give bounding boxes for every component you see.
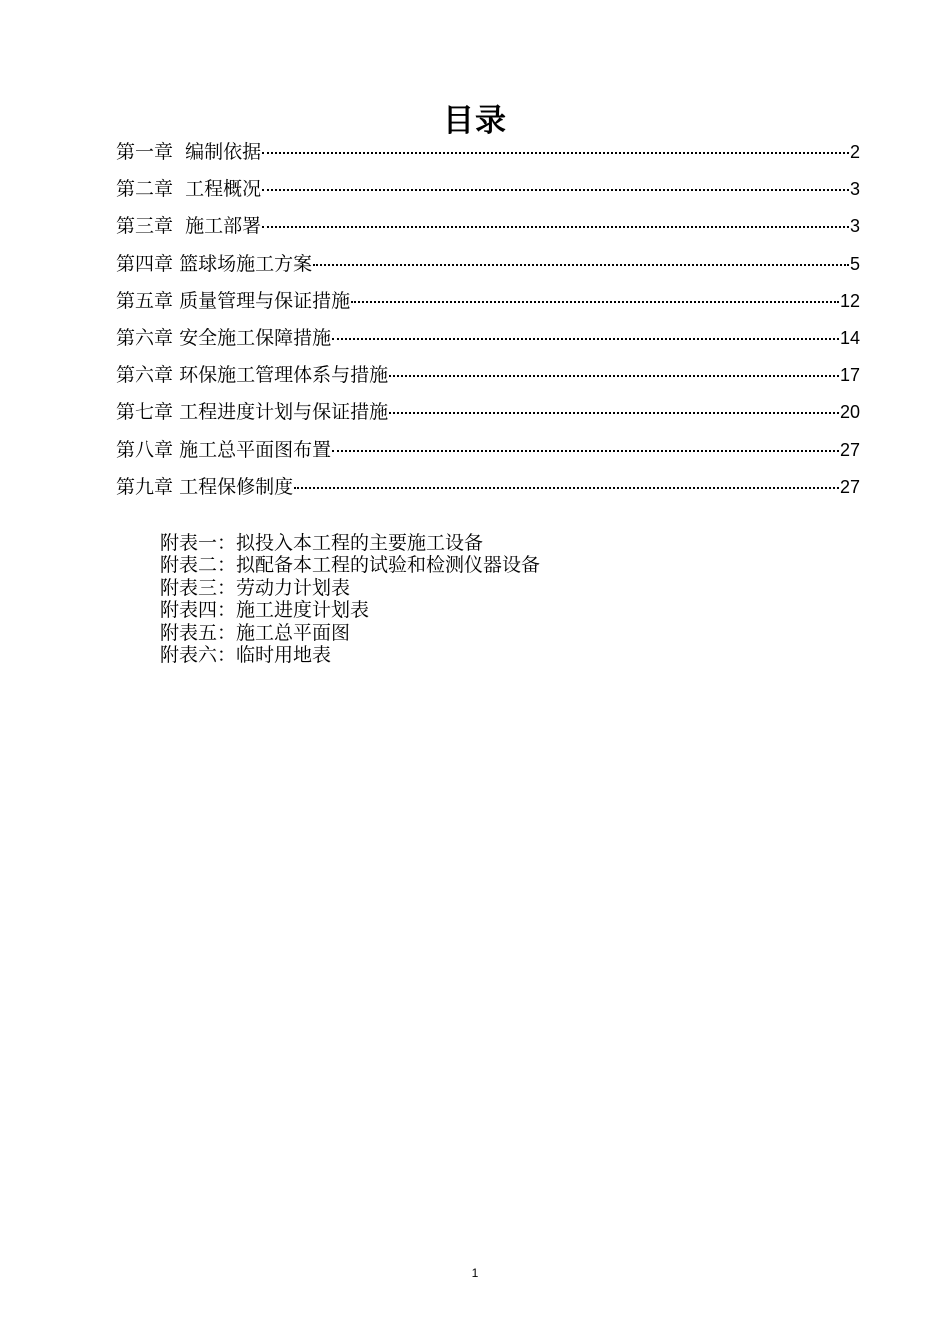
toc-chapter-number: 第五章 <box>116 289 174 312</box>
appendix-item: 附表二：拟配备本工程的试验和检测仪器设备 <box>160 554 541 577</box>
toc-entry[interactable] <box>116 320 860 357</box>
appendix-list <box>160 532 540 666</box>
toc-heading: 编制依据 <box>185 141 262 163</box>
toc-dot-leader <box>262 226 849 228</box>
toc-heading: 质量管理与保证措施 <box>179 289 351 312</box>
appendix-item: 附表五：施工总平面图 <box>160 621 351 644</box>
toc-entry[interactable] <box>116 394 860 431</box>
toc-entry[interactable] <box>116 171 860 208</box>
toc-heading: 施工部署 <box>185 215 262 238</box>
toc-dot-leader <box>262 152 849 154</box>
toc-dot-leader <box>313 264 849 266</box>
toc-dot-leader <box>332 338 839 340</box>
toc-entry[interactable] <box>116 469 860 506</box>
toc-heading: 环保施工管理体系与措施 <box>179 364 389 387</box>
toc-entry[interactable] <box>116 432 860 469</box>
toc-heading: 工程概况 <box>185 178 262 201</box>
toc-chapter-number: 第二章 <box>116 178 174 201</box>
toc-page-number: 20 <box>839 402 860 423</box>
toc-heading: 安全施工保障措施 <box>179 326 332 349</box>
toc-dot-leader <box>262 189 849 191</box>
toc-chapter-number: 第七章 <box>116 401 174 424</box>
toc-page-number: 27 <box>839 439 860 460</box>
toc-page-number: 5 <box>849 253 860 274</box>
toc-chapter-number: 第六章 <box>116 326 174 349</box>
appendix-item: 附表三：劳动力计划表 <box>160 576 351 599</box>
toc-chapter-number: 第九章 <box>116 475 174 498</box>
toc-entry[interactable] <box>116 357 860 394</box>
toc-chapter-number: 第八章 <box>116 438 174 461</box>
toc-dot-leader <box>332 450 839 452</box>
appendix-item: 附表六：临时用地表 <box>160 643 332 666</box>
toc-heading: 篮球场施工方案 <box>179 252 313 275</box>
toc-page-number: 12 <box>839 290 860 311</box>
toc-dot-leader <box>351 301 839 303</box>
page-number: 1 <box>471 1266 479 1280</box>
toc-dot-leader <box>389 375 839 377</box>
toc-list <box>116 134 860 506</box>
toc-page-number: 17 <box>839 365 860 386</box>
toc-chapter-number: 第三章 <box>116 215 174 238</box>
toc-page-number: 3 <box>849 179 860 200</box>
toc-dot-leader <box>389 412 839 414</box>
toc-page-number: 2 <box>849 142 860 162</box>
toc-page-number: 14 <box>839 327 860 348</box>
toc-chapter-number: 第六章 <box>116 364 174 387</box>
toc-page-number: 27 <box>839 476 860 497</box>
appendix-item: 附表四：施工进度计划表 <box>160 599 370 622</box>
toc-page-number: 3 <box>849 216 860 237</box>
toc-entry[interactable] <box>116 134 860 171</box>
toc-heading: 工程保修制度 <box>179 475 294 498</box>
toc-chapter-number: 第四章 <box>116 252 174 275</box>
toc-entry[interactable] <box>116 246 860 283</box>
toc-entry[interactable] <box>116 208 860 245</box>
appendix-item: 附表一：拟投入本工程的主要施工设备 <box>160 532 484 554</box>
toc-heading: 施工总平面图布置 <box>179 438 332 461</box>
toc-entry[interactable] <box>116 283 860 320</box>
toc-title: 目录 <box>443 103 507 139</box>
toc-dot-leader <box>294 487 839 489</box>
toc-heading: 工程进度计划与保证措施 <box>179 401 389 424</box>
toc-chapter-number: 第一章 <box>116 141 174 163</box>
